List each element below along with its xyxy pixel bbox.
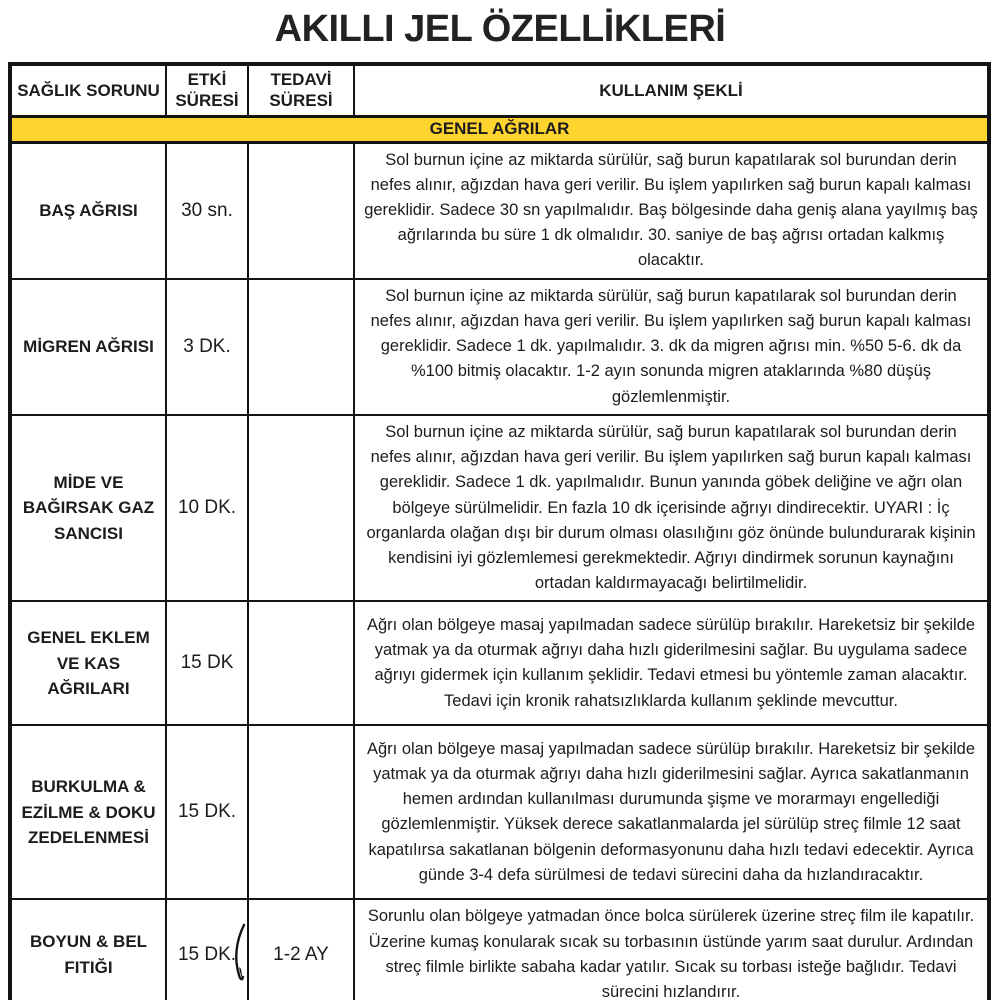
col-header-saglik-sorunu: SAĞLIK SORUNU [10, 64, 166, 116]
effect-duration-cell: 15 DK [166, 601, 248, 725]
usage-cell: Sol burnun içine az miktarda sürülür, sağ burun kapatılarak sol burundan derin nefes alınır, ağızdan hava geri verilir. Bu işlem yapılırken sağ burun kapalı kalması gereklidir. Sadece 1 dk. yapılmalıdır. 3. dk da migren ağrısı min. %50 5-6. dk da %100 bitmiş olacaktır. 1-2 ayın sonunda migren ataklarında %80 düşüş gözlemlenmiştir. [354, 279, 989, 415]
effect-duration-cell: 10 DK. [166, 415, 248, 602]
usage-cell: Sorunlu olan bölgeye yatmadan önce bolca sürülerek üzerine streç film ile kapatılır. Üzerine kumaş konularak sıcak su torbasının üstünde yarım saat durulur. Ardından streç filmle birlikte sabaha kadar yatılır. Sıcak su torbası isteğe bağlıdır. Tedavi sürecini hızlandırır. [354, 899, 989, 1000]
table-row [10, 142, 989, 279]
usage-cell: Sol burnun içine az miktarda sürülür, sağ burun kapatılarak sol burundan derin nefes alınır, ağızdan hava geri verilir. Bu işlem yapılırken sağ burun kapalı kalması gereklidir. Sadece 30 sn yapılmalıdır. Baş bölgesinde daha geniş alana yayılmış baş ağrılarında bu süre 1 dk olmalıdır. 30. saniye de baş ağrısı ortadan kalkmış olacaktır. [354, 142, 989, 279]
usage-cell: Ağrı olan bölgeye masaj yapılmadan sadece sürülüp bırakılır. Hareketsiz bir şekilde yatmak ya da oturmak ağrıyı daha hızlı giderilmesini sağlar. Bu uygulama sadece ağrıyı gidermek için kullanım şeklidir. Tedavi etmesi bu yöntemle zaman alacaktır. Tedavi için kronik rahatsızlıklarda kullanım şeklinde mevcuttur. [354, 601, 989, 725]
section-banner-row [10, 116, 989, 142]
section-banner-genel-agrilar: GENEL AĞRILAR [10, 116, 989, 142]
table-row [10, 601, 989, 725]
table-row [10, 279, 989, 415]
col-header-tedavi-suresi: TEDAVİ SÜRESİ [248, 64, 354, 116]
col-header-etki-suresi: ETKİ SÜRESİ [166, 64, 248, 116]
treatment-duration-cell [248, 415, 354, 602]
effect-duration-cell: 15 DK. [166, 899, 248, 1000]
gel-properties-table [8, 62, 991, 1000]
table-header-row [10, 64, 989, 116]
problem-cell: GENEL EKLEM VE KAS AĞRILARI [10, 601, 166, 725]
page-title: AKILLI JEL ÖZELLİKLERİ [274, 8, 726, 50]
effect-duration-cell: 3 DK. [166, 279, 248, 415]
treatment-duration-cell [248, 142, 354, 279]
effect-duration-cell: 30 sn. [166, 142, 248, 279]
usage-cell: Ağrı olan bölgeye masaj yapılmadan sadece sürülüp bırakılır. Hareketsiz bir şekilde yatmak ya da oturmak ağrıyı daha hızlı giderilmesini sağlar. Ayrıca sakatlanmanın hemen ardından kullanılması durumunda şişme ve morarmayı engellediği gözlemlenmiştir. Yüksek derece sakatlanmalarda jel sürülüp streç filmle 12 saat kapatılırsa sakatlanan bölgenin deformasyonunu daha hızlı tedavi edecektir. Ayrıca günde 3-4 defa sürülmesi de tedavi sürecini daha da hızlandıracaktır. [354, 725, 989, 899]
table-row [10, 899, 989, 1000]
problem-cell: BOYUN & BEL FITIĞI [10, 899, 166, 1000]
usage-cell: Sol burnun içine az miktarda sürülür, sağ burun kapatılarak sol burundan derin nefes alınır, ağızdan hava geri verilir. Bu işlem yapılırken sağ burun kapalı kalması gereklidir. Sadece 1 dk. yapılmalıdır. Bunun yanında göbek deliğine ve ağrı olan bölgeye sürülmelidir. En fazla 10 dk içerisinde ağrıyı dindirecektir. UYARI : İç organlarda olağan dışı bir durum olması olasılığını göz önünde bulundurarak kişinin kendisini iyi gözlemlemesi gerekmektedir. Ağrıyı dindirmek sorunun kaynağını ortadan kaldırmayacağı belirtilmelidir. [354, 415, 989, 602]
col-header-kullanim-sekli: KULLANIM ŞEKLİ [354, 64, 989, 116]
treatment-duration-cell [248, 279, 354, 415]
treatment-duration-cell: 1-2 AY [248, 899, 354, 1000]
table-row [10, 725, 989, 899]
treatment-duration-cell [248, 725, 354, 899]
problem-cell: MİDE VE BAĞIRSAK GAZ SANCISI [10, 415, 166, 602]
problem-cell: BURKULMA & EZİLME & DOKU ZEDELENMESİ [10, 725, 166, 899]
problem-cell: BAŞ AĞRISI [10, 142, 166, 279]
effect-duration-cell: 15 DK. [166, 725, 248, 899]
problem-cell: MİGREN AĞRISI [10, 279, 166, 415]
table-row [10, 415, 989, 602]
treatment-duration-cell [248, 601, 354, 725]
